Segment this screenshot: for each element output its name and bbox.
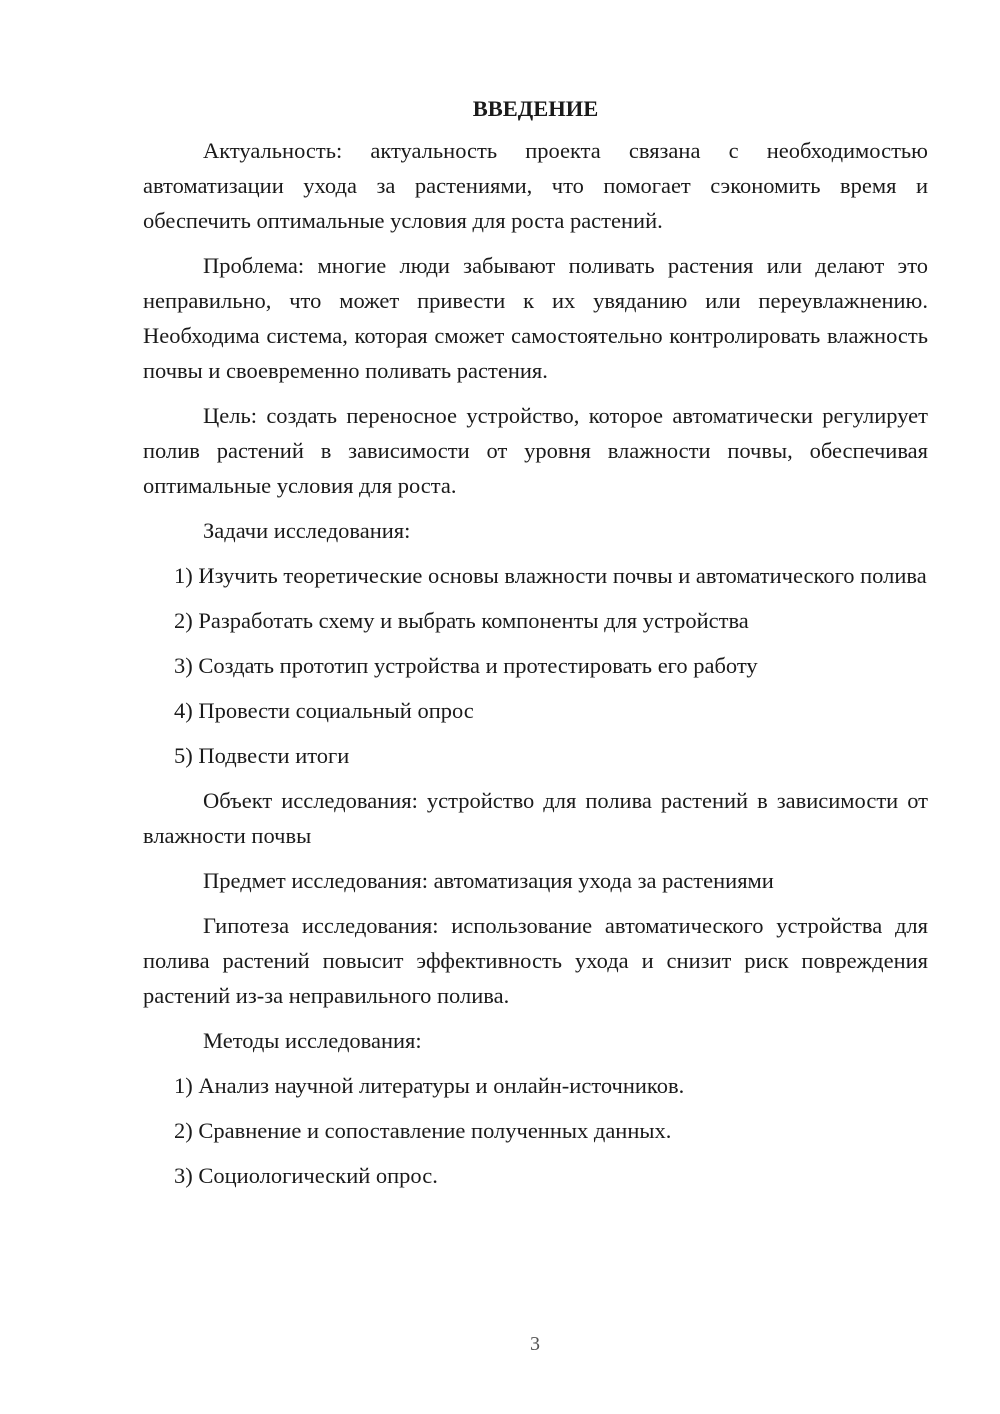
- task-item-1: 1) Изучить теоретические основы влажности почвы и автоматического полива: [174, 563, 927, 588]
- tasks-heading: Задачи исследования:: [203, 518, 411, 543]
- subject-paragraph: Предмет исследования: автоматизация ухода за растениями: [203, 868, 774, 893]
- document-body: [143, 91, 928, 1203]
- task-item-4: 4) Провести социальный опрос: [174, 698, 474, 723]
- task-item-5: 5) Подвести итоги: [174, 743, 350, 768]
- page-number: 3: [530, 1333, 540, 1355]
- problem-paragraph: Проблема: многие люди забывают поливать растения или делают это неправильно, что может привести к их увяданию или переувлажнению. Необходима система, которая сможет самостоятельно контролировать влажность почвы и своевременно поливать растения.: [143, 253, 928, 383]
- object-paragraph: Объект исследования: устройство для полива растений в зависимости от влажности почвы: [143, 788, 928, 848]
- method-item-1: 1) Анализ научной литературы и онлайн-источников.: [174, 1073, 685, 1098]
- task-item-3: 3) Создать прототип устройства и протестировать его работу: [174, 653, 758, 678]
- relevance-paragraph: Актуальность: актуальность проекта связана с необходимостью автоматизации ухода за растениями, что помогает сэкономить время и обеспечить оптимальные условия для роста растений.: [143, 138, 928, 233]
- method-item-3: 3) Социологический опрос.: [174, 1163, 438, 1188]
- task-item-2: 2) Разработать схему и выбрать компоненты для устройства: [174, 608, 749, 633]
- page-title: ВВЕДЕНИЕ: [472, 96, 599, 121]
- hypothesis-paragraph: Гипотеза исследования: использование автоматического устройства для полива растений повысит эффективность ухода и снизит риск повреждения растений из-за неправильного полива.: [143, 913, 928, 1008]
- goal-paragraph: Цель: создать переносное устройство, которое автоматически регулирует полив растений в зависимости от уровня влажности почвы, обеспечивая оптимальные условия для роста.: [143, 403, 928, 498]
- method-item-2: 2) Сравнение и сопоставление полученных данных.: [174, 1118, 672, 1143]
- methods-heading: Методы исследования:: [203, 1028, 422, 1053]
